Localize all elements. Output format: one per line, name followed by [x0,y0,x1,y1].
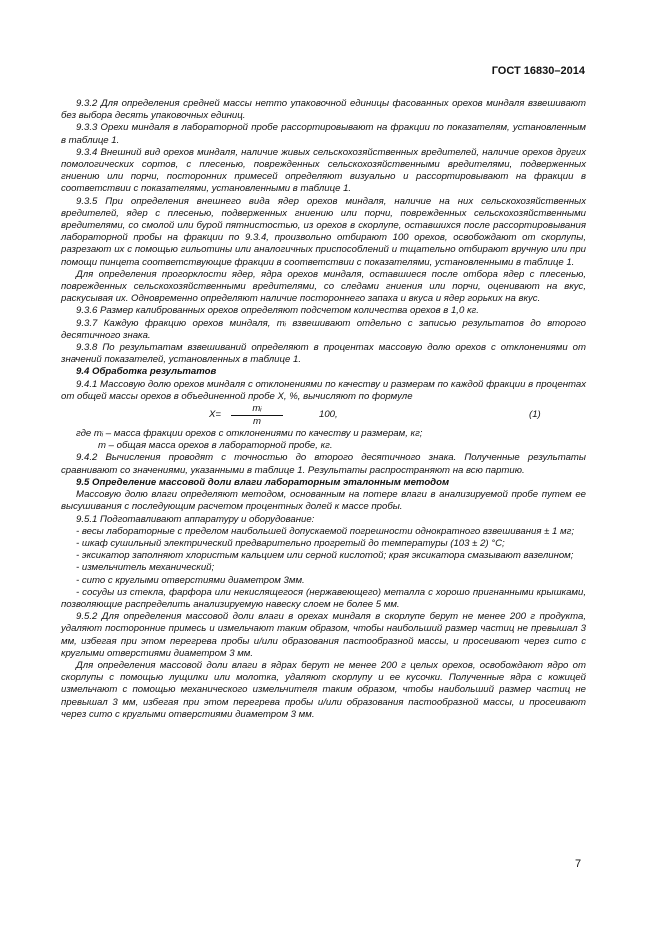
formula-number: (1) [529,409,541,421]
standard-header: ГОСТ 16830–2014 [491,65,585,77]
list-item-scales: - весы лабораторные с пределом наибольшей допускаемой погрешности однократного взвешивания ± 1 мг; [76,525,575,537]
paragraph-9-5-1: 9.5.1 Подготавливают аппаратуру и оборудование: [76,513,315,525]
paragraph-9-3-7: 9.3.7 Каждую фракцию орехов миндаля, mᵢ взвешивают отдельно с записью результатов до второго десятичного знака. [61,317,586,341]
paragraph-kernels-moisture: Для определения массовой доли влаги в ядрах берут не менее 200 г целых орехов, освобождают ядро от скорлупы с помощью лущилки или молотка, удаляют скорлупу и ее кусочки. Полученные ядра с кожицей измельчают с помощью механического измельчителя таким образом, чтобы наибольший размер частиц не превышал 3 мм, избегая при этом перегрева пробы и/или образования пастообразной массы, и просеивают через сито с круглыми отверстиями диаметром 3 мм. [61,659,586,720]
paragraph-9-5-2: 9.5.2 Для определения массовой доли влаги в орехах миндаля в скорлупе берут не менее 200 г продукта, удаляют посторонние примесь и измельчают таким образом, чтобы наибольший размер частиц не превышал 3 мм, избегая при этом перегрева пробы и/или образования пастообразной массы, и просеивают через сито с круглыми отверстиями диаметром 3 мм. [61,611,586,659]
heading-9-5: 9.5 Определение массовой доли влаги лабораторным эталонным методом [76,476,450,488]
heading-9-4: 9.4 Обработка результатов [76,366,217,378]
paragraph-9-3-3: 9.3.3 Орехи миндаля в лабораторной пробе рассортировывают на фракции по показателям, установленным в таблице 1. [61,122,586,146]
paragraph-rancidity: Для определения прогорклости ядер, ядра орехов миндаля, оставшиеся после отбора ядер с плесенью, поврежденных сельскохозяйственными вредителями, со следами гниения или порчи, оценивают на вкус, раскусывая их. Одновременно определяют наличие постороннего запаха и вкуса и ядер горьких на вкус. [61,268,586,305]
paragraph-9-3-5: 9.3.5 При определения внешнего вида ядер орехов миндаля, наличие на них сельскохозяйственных вредителей, ядер с плесенью, подверженных гниению или порчи, поврежденных сельскохозяйственными вредителями, со смолой или бурой пятнистостью, из орехов в скорлупе, оставшихся после рассортировывания лабораторной пробы на фракции по 9.3.4, произвольно отбирают 100 орехов, освобождают от скорлупы, разрезают их с помощью гильотины или аналогичных приспособлений и тщательно отбирают вручную или при помощи пинцета соответствующие фракции в соответствии с показателями, установленными в таблице 1. [61,195,586,268]
formula-numerator: mᵢ [231,403,283,416]
paragraph-9-4-1: 9.4.1 Массовую долю орехов миндаля с отклонениями по качеству и размерам по каждой фракции в процентах от общей массы орехов в объединенной пробе X, %, вычисляют по формуле [61,378,586,402]
formula-where-mi: где mᵢ – масса фракции орехов с отклонениями по качеству и размерам, кг; [76,428,423,440]
formula-lhs: X= [209,409,222,421]
list-item-vessels: - сосуды из стекла, фарфора или некислящегося (нержавеющего) металла с хорошо пригнанными крышками, позволяющие распределить анализируемую навеску слоем не более 5 мм. [61,586,586,610]
formula-1 [61,403,586,428]
paragraph-moisture-method: Массовую долю влаги определяют методом, основанным на потере влаги в анализируемой пробе путем ее высушивания с последующим расчетом процентных долей к массе пробы. [61,489,586,513]
formula-where-m: m – общая масса орехов в лабораторной пробе, кг. [98,440,333,452]
list-item-oven: - шкаф сушильный электрический предварительно прогретый до температуры (103 ± 2) °С; [76,537,505,549]
formula-factor: 100, [319,409,338,421]
paragraph-9-3-2: 9.3.2 Для определения средней массы нетто упаковочной единицы фасованных орехов миндаля взвешивают без выбора десять упаковочных единиц. [61,98,586,122]
document-body [61,98,586,721]
paragraph-9-3-8: 9.3.8 По результатам взвешиваний определяют в процентах массовую долю орехов с отклонениями от значений показателей, установленных в таблице 1. [61,342,586,366]
paragraph-9-3-4: 9.3.4 Внешний вид орехов миндаля, наличие живых сельскохозяйственных вредителей, наличие орехов других помологических сортов, с плесенью, поврежденных сельскохозяйственными вредителями, подверженных гниению или порчи, посторонних примесей определяют визуально и рассортировывают на фракции в соответствии с показателями, установленными в таблице 1. [61,146,586,195]
page-number: 7 [575,858,582,870]
paragraph-9-4-2: 9.4.2 Вычисления проводят с точностью до второго десятичного знака. Полученные результаты сравнивают со значениями, указанными в таблице 1. Результаты распространяют на всю партию. [61,452,586,476]
paragraph-9-3-6: 9.3.6 Размер калиброванных орехов определяют подсчетом количества орехов в 1,0 кг. [76,305,479,317]
formula-fraction [231,403,283,428]
formula-denominator: m [253,416,261,428]
list-item-desiccator: - эксикатор заполняют хлористым кальцием или серной кислотой; края эксикатора смазывают вазелином; [76,550,574,562]
list-item-grinder: - измельчитель механический; [76,562,215,574]
list-item-sieve: - сито с круглыми отверстиями диаметром 3мм. [76,574,305,586]
